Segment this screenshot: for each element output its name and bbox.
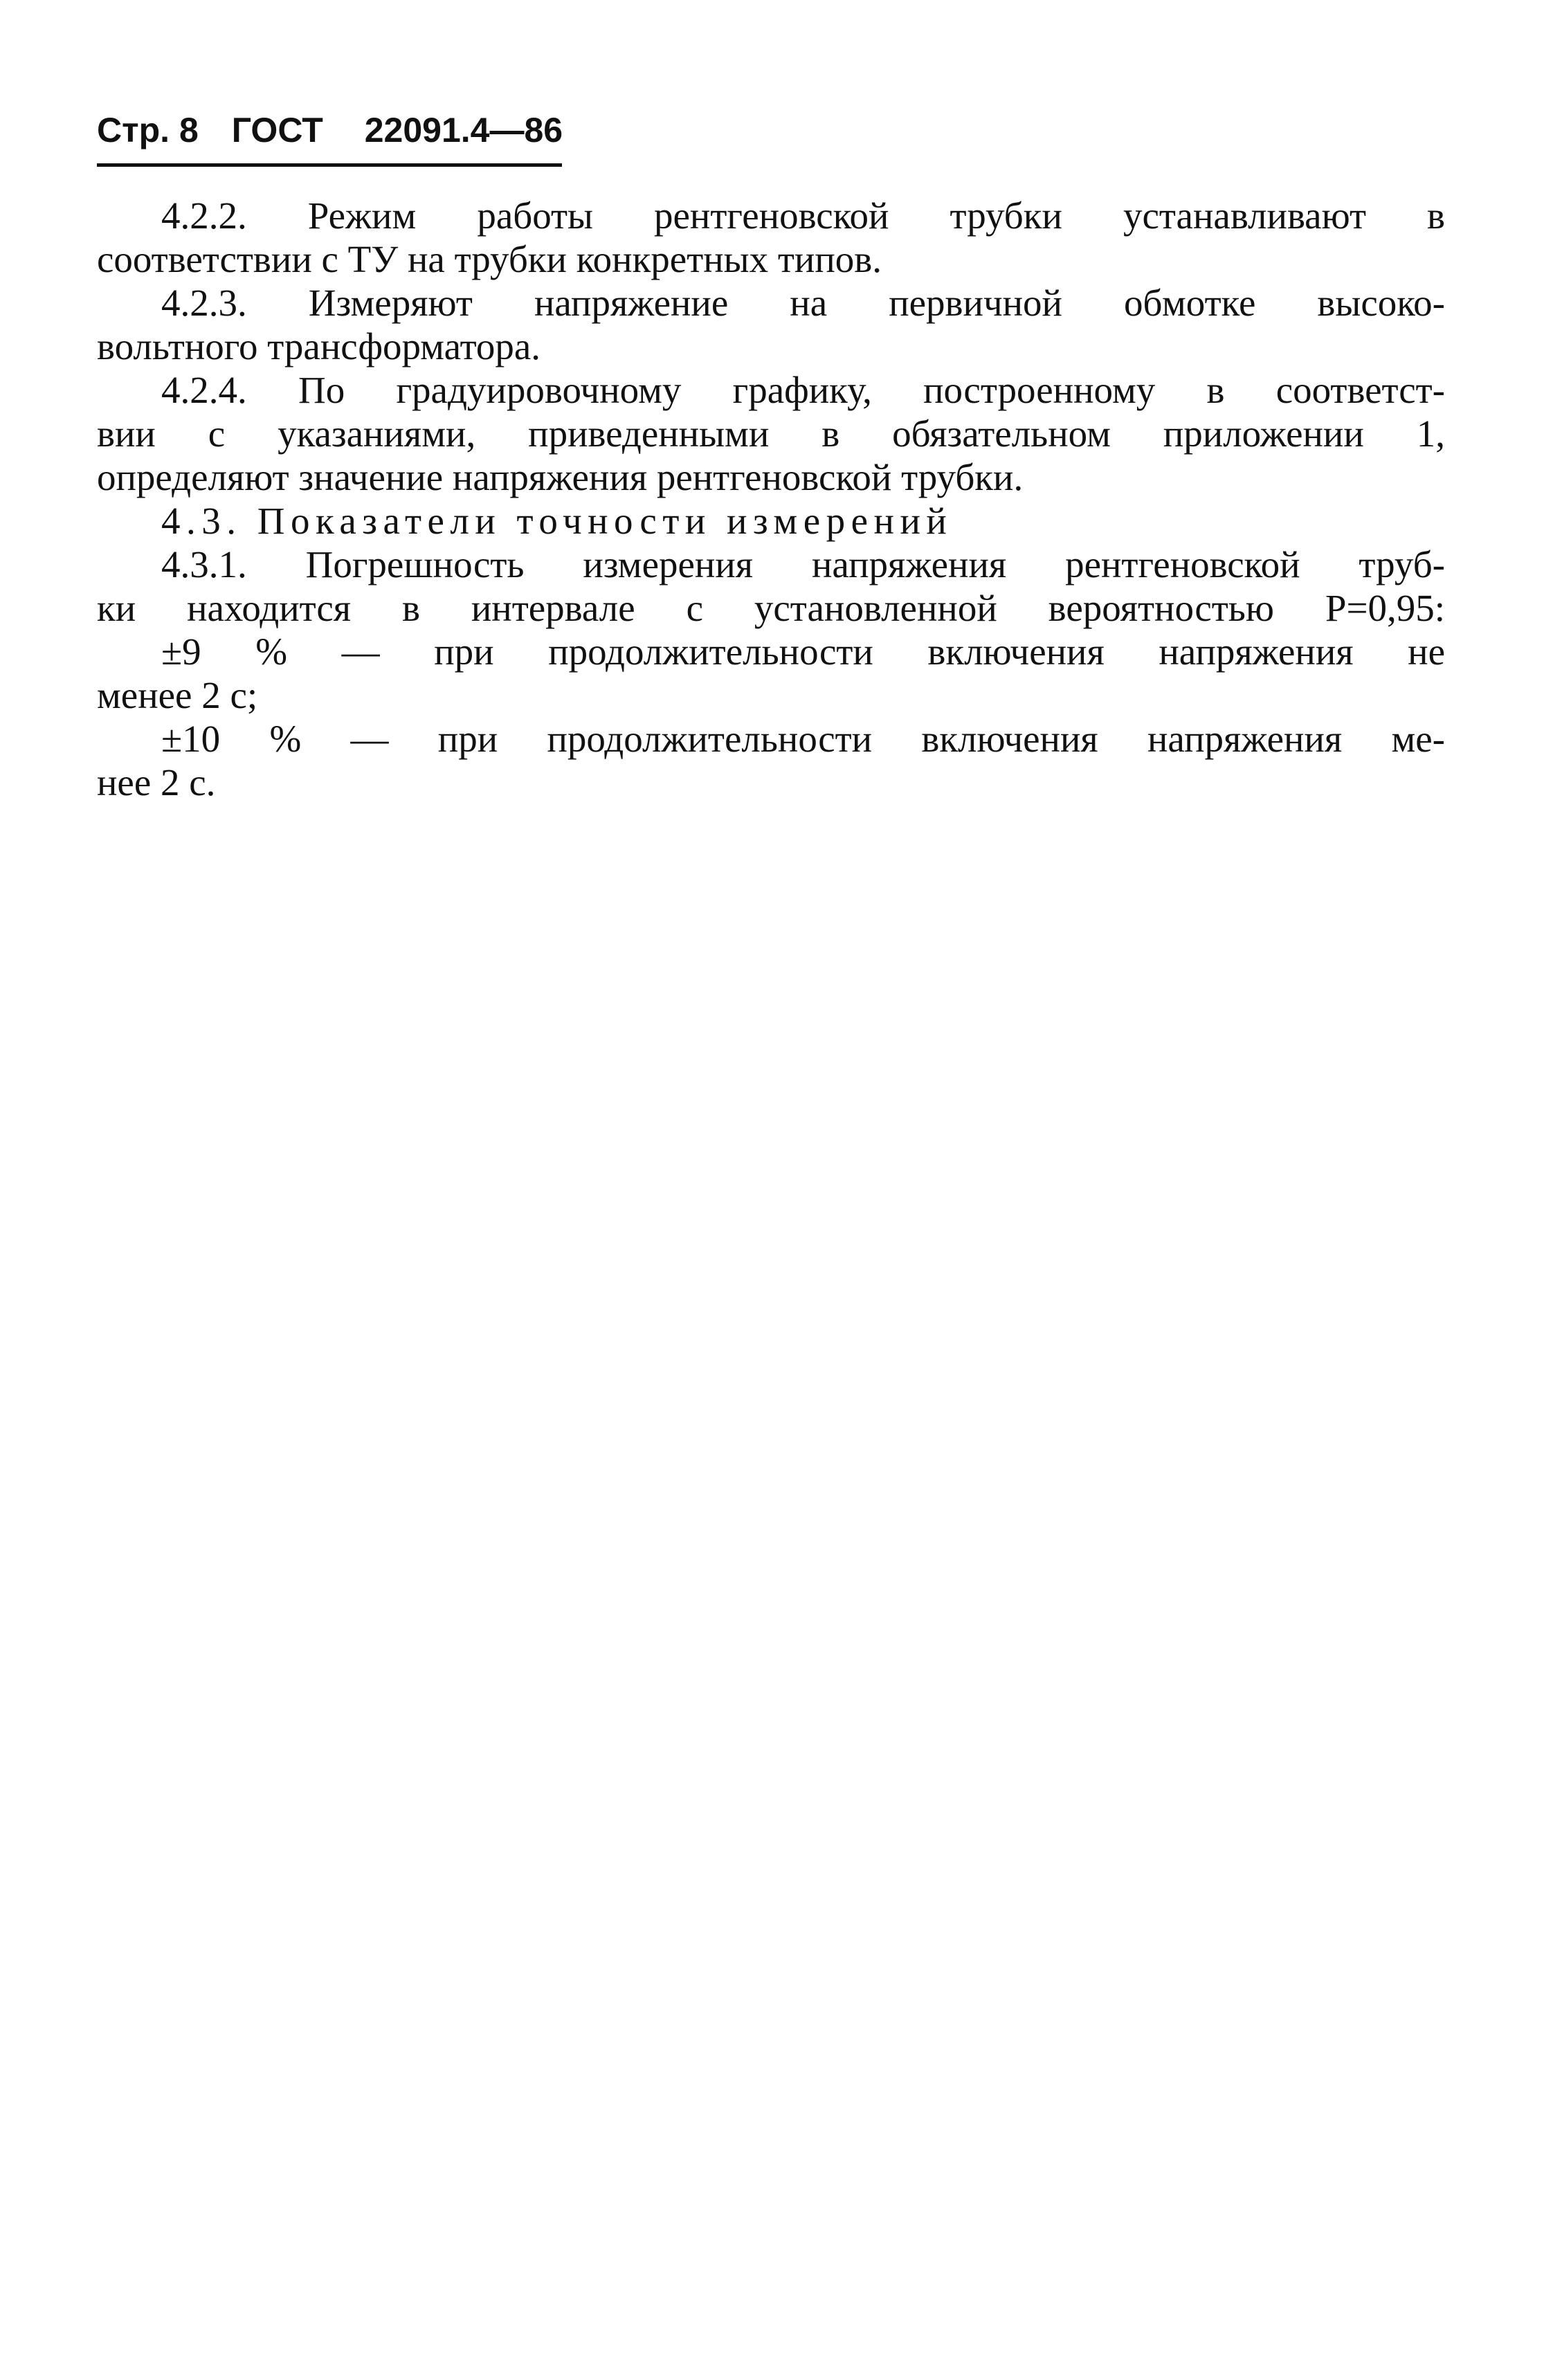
paragraph-4-2-2-line-2: соответствии с ТУ на трубки конкретных типов. — [97, 238, 882, 280]
paragraph-4-2-2-line-1: 4.2.2. Режим работы рентгеновской трубки устанавливают в — [161, 194, 1445, 237]
header-rule — [97, 163, 562, 167]
document-body — [97, 194, 1445, 804]
paragraph-4-2-4-line-1: 4.2.4. По градуировочному графику, построенному в соответст- — [161, 369, 1445, 411]
standard-label: ГОСТ — [231, 111, 323, 149]
section-heading-4-3: 4.3. Показатели точности измерений — [161, 500, 953, 542]
page-label: Стр. 8 — [97, 111, 199, 149]
paragraph-4-2-3-line-1: 4.2.3. Измеряют напряжение на первичной обмотке высоко- — [161, 282, 1445, 324]
paragraph-4-2-3-line-2: вольтного трансформатора. — [97, 325, 541, 367]
paragraph-4-3-1-line-2: ки находится в интервале с установленной вероятностью P=0,95: — [97, 587, 1445, 629]
tolerance-9-line-1: ±9 % — при продолжительности включения напряжения не — [161, 630, 1445, 673]
document-number: 22091.4—86 — [364, 111, 563, 149]
tolerance-10-line-1: ±10 % — при продолжительности включения напряжения ме- — [161, 718, 1445, 760]
tolerance-9-line-2: менее 2 с; — [97, 674, 258, 716]
paragraph-4-3-1-line-1: 4.3.1. Погрешность измерения напряжения рентгеновской труб- — [161, 543, 1445, 585]
page-header — [97, 109, 561, 151]
paragraph-4-2-4-line-2: вии с указаниями, приведенными в обязательном приложении 1, — [97, 412, 1445, 455]
paragraph-4-2-4-line-3: определяют значение напряжения рентгеновской трубки. — [97, 456, 1024, 498]
tolerance-10-line-2: нее 2 с. — [97, 761, 216, 803]
